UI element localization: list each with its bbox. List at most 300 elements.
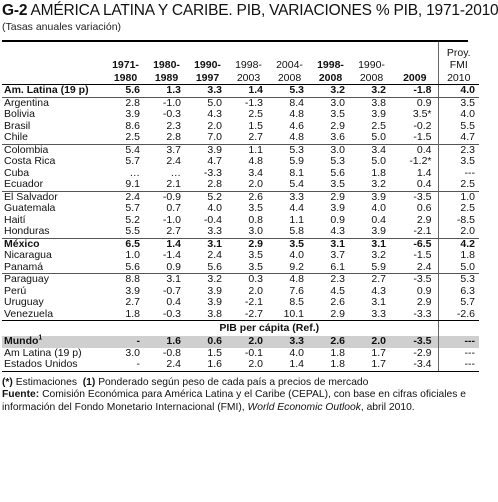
value-cell: 3.3 (269, 191, 310, 203)
value-cell: 5.2 (187, 191, 228, 203)
value-cell: 5.6 (125, 260, 140, 273)
row-label-text: Guatemala (4, 202, 56, 214)
value-cell: 1.4 (416, 166, 432, 179)
value-cell: 8.5 (289, 296, 304, 308)
value-cell: 6.5 (105, 238, 146, 250)
table-row (2, 85, 479, 98)
value-cell: 2.5 (371, 119, 386, 132)
table-row (2, 203, 479, 215)
value-cell: 1.8 (105, 309, 146, 321)
value-cell: 4.8 (269, 274, 310, 286)
value-cell: 2.4 (166, 155, 181, 167)
value-cell: 0.4 (166, 296, 181, 308)
column-header-bottom: 1980 (113, 71, 138, 84)
value-cell: 0.9 (330, 213, 345, 226)
value-cell: … (129, 166, 140, 179)
value-cell: 3.0 (310, 97, 351, 109)
column-header (228, 42, 269, 85)
document (0, 2, 498, 502)
column-header (105, 42, 146, 85)
value-cell: 5.4 (289, 178, 304, 190)
value-cell: 9.2 (289, 260, 304, 273)
value-cell: 2.1 (166, 178, 181, 190)
table-row (2, 309, 479, 321)
note-estimates (2, 377, 469, 390)
value-cell: 2.9 (310, 191, 351, 203)
column-header-top: 1971- (112, 59, 139, 71)
value-cell: 4.4 (289, 202, 304, 214)
value-cell: -3.3 (203, 166, 222, 179)
value-cell: 2.9 (330, 119, 345, 132)
column-header-bottom: 2008 (277, 71, 302, 84)
value-cell: 3.2 (371, 178, 386, 190)
value-cell: -1.2* (409, 155, 432, 167)
value-cell: 1.7 (371, 346, 386, 359)
value-cell: -0.2 (413, 119, 432, 132)
value-cell: 2.0 (248, 178, 263, 190)
value-cell: 8.8 (105, 274, 146, 286)
value-cell: 0.7 (166, 202, 181, 214)
value-cell: 5.7 (125, 202, 140, 214)
value-cell: 1.8 (438, 250, 479, 262)
value-cell: 3.9 (371, 108, 386, 120)
column-header (392, 42, 438, 85)
value-cell: 3.5 (269, 238, 310, 250)
value-cell: 2.6 (228, 191, 269, 203)
value-cell: 4.3 (371, 284, 386, 297)
value-cell: -3.4 (392, 359, 438, 371)
value-cell: 2.0 (228, 336, 269, 348)
table-row (2, 121, 479, 133)
column-header-top: 2004- (276, 59, 303, 71)
table-row (2, 156, 479, 168)
value-cell: 3.5* (412, 108, 432, 120)
value-cell: 7.0 (207, 131, 222, 143)
value-cell: -1.5 (413, 249, 432, 261)
column-header-top (394, 59, 436, 72)
note-weighted-mark: (1) (82, 376, 96, 388)
value-cell: 2.7 (248, 131, 263, 143)
row-label-text: Costa Rica (4, 155, 56, 167)
value-cell: 1.1 (289, 213, 304, 226)
value-cell: -1.0 (162, 213, 181, 226)
value-cell: 1.0 (125, 249, 140, 261)
row-label (2, 309, 105, 321)
value-cell: 3.9 (187, 144, 228, 156)
value-cell: 5.0 (371, 131, 386, 143)
value-cell: 2.9 (416, 296, 432, 308)
table-row (2, 238, 479, 250)
value-cell: -1.5 (413, 131, 432, 143)
value-cell: 3.7 (146, 144, 187, 156)
value-cell: 2.7 (351, 274, 392, 286)
table-row (2, 215, 479, 227)
value-cell: 5.6 (207, 260, 222, 273)
value-cell: -2.1 (244, 296, 263, 308)
row-label-text: Am. Latina (19 p) (4, 84, 89, 96)
row-label (2, 226, 105, 238)
table-body (2, 85, 479, 372)
value-cell: 3.1 (187, 238, 228, 250)
table-row (2, 168, 479, 180)
row-label-text: Estados Unidos (4, 358, 78, 370)
value-cell: -0.9 (146, 191, 187, 203)
table-row (2, 97, 479, 109)
table-row (2, 109, 479, 121)
value-cell: 1.8 (371, 166, 386, 179)
column-header (146, 42, 187, 85)
value-cell: 5.5 (125, 225, 140, 237)
value-cell: -8.5 (438, 215, 479, 227)
value-cell: 0.9 (392, 97, 438, 109)
title-code: G-2 (2, 2, 28, 19)
page-subtitle: (Tasas anuales variación) (2, 21, 122, 33)
value-cell: 1.5 (248, 119, 263, 132)
note-weighted-text: Ponderado según peso de cada país a precios de mercado (98, 376, 369, 388)
value-cell: 3.4 (248, 166, 263, 179)
value-cell: --- (438, 168, 479, 180)
column-header-bottom: 2008 (359, 71, 384, 84)
row-label-text: Panamá (4, 260, 44, 273)
value-cell: 2.4 (416, 260, 432, 273)
value-cell: 4.3 (330, 225, 345, 237)
value-cell: 4.2 (438, 238, 479, 250)
value-cell: 2.3 (166, 119, 181, 132)
column-header-bottom: 2009 (403, 71, 427, 84)
value-cell: 3.0 (125, 346, 140, 359)
value-cell: 4.0 (207, 202, 222, 214)
value-cell: 0.4 (416, 178, 432, 190)
page-title (2, 2, 498, 20)
value-cell: 2.4 (105, 191, 146, 203)
value-cell: 8.4 (269, 97, 310, 109)
value-cell: -1.3 (228, 97, 269, 109)
table-row (2, 286, 479, 298)
row-label-text: Mundo (4, 335, 39, 347)
row-label-text: Colombia (4, 143, 49, 156)
value-cell: 3.1 (310, 238, 351, 250)
value-cell: 0.9 (166, 260, 181, 273)
value-cell: 3.3 (351, 309, 392, 321)
value-cell: 3.9 (125, 284, 140, 297)
row-label-text: Perú (4, 284, 27, 297)
value-cell: 3.0 (310, 144, 351, 156)
table-row (2, 132, 479, 144)
row-label-text: Haití (4, 213, 26, 226)
value-cell: 5.0 (438, 262, 479, 274)
value-cell: 3.1 (371, 296, 386, 308)
value-cell: 3.2 (187, 274, 228, 286)
value-cell: 0.8 (248, 213, 263, 226)
section-blank (2, 321, 105, 337)
row-label-text: Am Latina (19 p) (4, 346, 82, 359)
value-cell: -0.8 (162, 346, 181, 359)
value-cell: 3.5 (330, 178, 345, 190)
value-cell: 3.5 (248, 249, 263, 261)
value-cell: 4.0 (289, 249, 304, 261)
value-cell: 4.0 (438, 109, 479, 121)
source-date: , abril 2010. (360, 401, 415, 413)
value-cell: 3.9 (125, 108, 140, 120)
table-row (2, 274, 479, 286)
value-cell: -0.7 (162, 284, 181, 297)
value-cell: 2.5 (438, 203, 479, 215)
value-cell: 0.4 (392, 144, 438, 156)
value-cell: 10.1 (269, 309, 310, 321)
value-cell: 5.7 (438, 297, 479, 309)
value-cell: 1.7 (351, 359, 392, 371)
value-cell: -3.5 (392, 336, 438, 348)
value-cell: -1.8 (413, 84, 432, 96)
value-cell: 0.3 (228, 274, 269, 286)
value-cell: 3.5 (330, 108, 345, 120)
table-row (2, 179, 479, 191)
value-cell: 2.0 (438, 226, 479, 238)
column-header-middle: FMI (449, 59, 468, 71)
value-cell: 0.9 (416, 284, 432, 297)
column-header-bottom: 2010 (447, 71, 471, 84)
section-row (2, 321, 479, 337)
column-header-top: Proy. (446, 46, 471, 59)
value-cell: 3.4 (351, 144, 392, 156)
value-cell: -2.9 (413, 346, 432, 359)
value-cell: 1.6 (187, 359, 228, 371)
value-cell: -0.3 (162, 108, 181, 120)
row-label (2, 359, 105, 371)
value-cell: 2.4 (207, 249, 222, 261)
value-cell: 1.4 (146, 238, 187, 250)
value-cell: 4.8 (289, 108, 304, 120)
row-label-text: Cuba (4, 166, 30, 179)
row-label (2, 179, 105, 191)
value-cell: … (170, 166, 181, 179)
value-cell: 0.4 (371, 213, 386, 226)
value-cell: --- (438, 359, 479, 371)
column-header-top: 1990- (358, 59, 385, 71)
value-cell: --- (438, 348, 479, 360)
table-row (2, 359, 479, 371)
note-estimates-text: Estimaciones (15, 376, 77, 388)
value-cell: 3.2 (371, 84, 386, 96)
value-cell: 8.1 (289, 166, 304, 179)
value-cell: 2.6 (310, 336, 351, 348)
value-cell: 0.6 (187, 336, 228, 348)
value-cell: 5.9 (289, 155, 304, 167)
value-cell: 2.3 (310, 274, 351, 286)
value-cell: 4.6 (289, 119, 304, 132)
column-header-bottom: 1997 (195, 71, 220, 84)
value-cell: 6.3 (438, 286, 479, 298)
value-cell: 3.2 (371, 249, 386, 261)
value-cell: 2.9 (416, 213, 432, 226)
title-text: AMÉRICA LATINA Y CARIBE. PIB, VARIACIONES % PIB, 1971-2010 (30, 2, 498, 19)
value-cell: 3.3 (269, 336, 310, 348)
value-cell: 4.7 (438, 132, 479, 144)
value-cell: 5.3 (330, 155, 345, 167)
column-header-top: 1998- (235, 59, 262, 71)
value-cell: 5.3 (438, 274, 479, 286)
row-label-text: Chile (4, 131, 28, 143)
value-cell: 4.0 (371, 202, 386, 214)
value-cell: 2.9 (228, 238, 269, 250)
header-blank (2, 42, 105, 85)
column-header (269, 42, 310, 85)
value-cell: 2.5 (248, 108, 263, 120)
value-cell: 5.2 (125, 213, 140, 226)
value-cell: 5.4 (105, 144, 146, 156)
row-label-text: El Salvador (4, 190, 58, 203)
column-header-bottom: 2003 (236, 71, 261, 84)
value-cell: 5.3 (289, 84, 304, 96)
row-label-text: Brasil (4, 119, 31, 132)
value-cell: 1.8 (310, 359, 351, 371)
value-cell: 5.0 (187, 97, 228, 109)
value-cell: 3.7 (330, 249, 345, 261)
value-cell: -6.5 (392, 238, 438, 250)
source-publication: World Economic Outlook (247, 401, 361, 413)
section-proj-blank (438, 321, 479, 337)
value-cell: 3.1 (146, 274, 187, 286)
column-header (187, 42, 228, 85)
value-cell: 3.9 (330, 202, 345, 214)
value-cell: 2.0 (228, 359, 269, 371)
value-cell: 2.0 (248, 284, 263, 297)
value-cell: 4.0 (438, 85, 479, 98)
row-label (2, 85, 105, 98)
value-cell: 1.4 (269, 359, 310, 371)
row-label-text: Bolivia (4, 108, 35, 120)
row-label (2, 132, 105, 144)
value-cell: -1.4 (162, 249, 181, 261)
value-cell: 3.3 (207, 84, 222, 96)
row-label-text: México (4, 237, 40, 250)
value-cell: 4.7 (207, 155, 222, 167)
value-cell: 4.8 (289, 131, 304, 143)
value-cell: 1.5 (207, 346, 222, 359)
value-cell: 6.1 (330, 260, 345, 273)
table-header (2, 42, 479, 85)
source-label: Fuente: (2, 389, 40, 400)
row-label-text: Ecuador (4, 178, 44, 190)
value-cell: 3.3 (207, 225, 222, 237)
value-cell: 2.0 (351, 336, 392, 348)
value-cell: - (105, 336, 146, 348)
table-row (2, 191, 479, 203)
value-cell: 1.4 (248, 84, 263, 96)
column-header-top: 1998- (317, 59, 344, 71)
column-header (438, 42, 479, 85)
value-cell: 3.5 (248, 202, 263, 214)
value-cell: 9.1 (125, 178, 140, 190)
value-cell: 5.5 (438, 121, 479, 133)
value-cell: 3.8 (187, 309, 228, 321)
value-cell: 2.7 (125, 296, 140, 308)
value-cell: 5.6 (125, 84, 140, 96)
value-cell: 3.9 (351, 191, 392, 203)
value-cell: 3.2 (330, 84, 345, 96)
value-cell: --- (438, 336, 479, 348)
value-cell: 3.1 (351, 238, 392, 250)
value-cell: 3.9 (207, 296, 222, 308)
value-cell: 2.8 (207, 178, 222, 190)
notes (2, 377, 469, 415)
section-label: PIB per cápita (Ref.) (219, 322, 320, 334)
value-cell: 2.8 (105, 97, 146, 109)
table-row (2, 297, 479, 309)
value-cell: -2.6 (438, 309, 479, 321)
value-cell: 5.8 (289, 225, 304, 237)
value-cell: 4.5 (330, 284, 345, 297)
value-cell: 2.6 (330, 296, 345, 308)
value-cell: 1.6 (146, 336, 187, 348)
value-cell: 2.8 (166, 131, 181, 143)
value-cell: 1.1 (228, 144, 269, 156)
row-label-text: Argentina (4, 96, 49, 109)
note-source (2, 389, 469, 414)
table-row (2, 226, 479, 238)
value-cell: 5.3 (269, 144, 310, 156)
value-cell: 4.8 (248, 155, 263, 167)
note-estimates-mark: (*) (2, 376, 13, 388)
value-cell: -3.5 (392, 191, 438, 203)
row-label-text: Honduras (4, 225, 50, 237)
table-row (2, 250, 479, 262)
value-cell: 5.0 (371, 155, 386, 167)
value-cell: 3.6 (330, 131, 345, 143)
row-label-text: Venezuela (4, 307, 54, 320)
value-cell: 3.5 (438, 156, 479, 168)
column-header-top: 1990- (194, 59, 221, 71)
value-cell: 2.0 (207, 119, 222, 132)
table-row (2, 262, 479, 274)
value-cell: -0.1 (244, 346, 263, 359)
value-cell: 2.9 (310, 309, 351, 321)
value-cell: -0.3 (146, 309, 187, 321)
column-header-bottom: 2008 (318, 71, 343, 84)
row-label-text: Uruguay (4, 296, 44, 308)
value-cell: -0.4 (203, 213, 222, 226)
value-cell: 2.7 (166, 225, 181, 237)
column-header-bottom: 1989 (154, 71, 179, 84)
value-cell: -2.7 (228, 309, 269, 321)
value-cell: 3.0 (248, 225, 263, 237)
value-cell: 3.5 (438, 97, 479, 109)
value-cell: 5.9 (371, 260, 386, 273)
value-cell: 3.8 (351, 97, 392, 109)
column-header (351, 42, 392, 85)
value-cell: -3.3 (392, 309, 438, 321)
value-cell: 5.6 (330, 166, 345, 179)
row-label-text: Paraguay (4, 273, 49, 285)
value-cell: 2.5 (438, 179, 479, 191)
value-cell: 7.6 (289, 284, 304, 297)
value-cell: -2.1 (413, 225, 432, 237)
source-text: Comisión Económica para América Latina y el Caribe (CEPAL), con base en cifras oficiales e información del Fondo Monetario Internacional (FMI), (2, 389, 466, 413)
value-cell: -3.5 (392, 274, 438, 286)
column-header-top: 1980- (153, 59, 180, 71)
value-cell: 2.4 (146, 359, 187, 371)
value-cell: 4.0 (289, 346, 304, 359)
value-cell: 3.5 (248, 260, 263, 273)
row-label-text: Nicaragua (4, 249, 52, 261)
value-cell: 2.5 (125, 131, 140, 143)
value-cell: 5.7 (125, 155, 140, 167)
table-row (2, 144, 479, 156)
value-cell: 1.8 (330, 346, 345, 359)
value-cell: 1.0 (438, 191, 479, 203)
value-cell: 8.6 (125, 119, 140, 132)
column-header (310, 42, 351, 85)
